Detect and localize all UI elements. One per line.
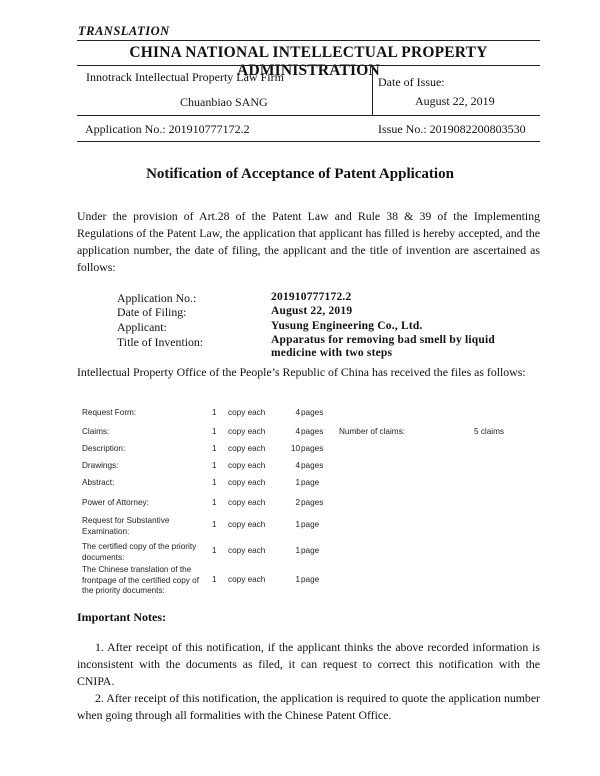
file-copies: 1 <box>212 546 217 555</box>
divider <box>77 115 540 116</box>
file-pages-unit: pages <box>301 461 324 470</box>
detail-value: Yusung Engineering Co., Ltd. <box>271 320 423 332</box>
file-copy-each: copy each <box>228 520 266 529</box>
file-pages: 1 <box>295 520 300 529</box>
translation-label: TRANSLATION <box>78 24 170 38</box>
issue-number: Issue No.: 2019082200803530 <box>378 122 526 136</box>
file-copy-each: copy each <box>228 575 266 584</box>
file-name: Abstract: <box>82 478 115 487</box>
header-column-divider <box>372 65 373 115</box>
file-copy-each: copy each <box>228 498 266 507</box>
intro-paragraph: Under the provision of Art.28 of the Patent Law and Rule 38 & 39 of the Implementing Regulations of the Patent Law, the application that applicant has filled is hereby accepted, and the application number, the date of filing, the applicant and the title of invention are ascertained as follows: <box>77 209 540 274</box>
detail-label: Date of Filing: <box>117 305 187 319</box>
file-copies: 1 <box>212 444 217 453</box>
number-of-claims-value: 5 claims <box>474 427 505 436</box>
law-firm-name: Innotrack Intellectual Property Law Firm <box>86 70 284 84</box>
file-pages: 10 <box>290 444 300 453</box>
file-name: The certified copy of the priority documents: <box>82 542 197 562</box>
file-pages: 4 <box>295 427 300 436</box>
file-copies: 1 <box>212 498 217 507</box>
file-pages-unit: pages <box>301 498 324 507</box>
file-pages-unit: pages <box>301 427 324 436</box>
file-pages: 1 <box>295 546 300 555</box>
file-name: Description: <box>82 444 126 453</box>
important-notes-heading: Important Notes: <box>77 610 166 624</box>
file-name: Claims: <box>82 427 110 436</box>
file-name: The Chinese translation of the frontpage of the certified copy of the priority documents: <box>82 565 199 595</box>
date-of-issue-label: Date of Issue: <box>378 75 445 89</box>
file-name: Request Form: <box>82 408 137 417</box>
file-copies: 1 <box>212 520 217 529</box>
file-pages-unit: page <box>301 575 320 584</box>
divider <box>77 40 540 41</box>
received-files-paragraph: Intellectual Property Office of the People’s Republic of China has received the files as follows: <box>77 365 526 379</box>
file-copies: 1 <box>212 461 217 470</box>
file-pages: 2 <box>295 498 300 507</box>
file-copies: 1 <box>212 575 217 584</box>
detail-label: Application No.: <box>117 291 197 305</box>
file-copy-each: copy each <box>228 408 266 417</box>
file-pages: 1 <box>295 575 300 584</box>
file-copies: 1 <box>212 478 217 487</box>
file-pages-unit: page <box>301 520 320 529</box>
detail-value: Apparatus for removing bad smell by liquid medicine with two steps <box>271 334 495 359</box>
file-name: Request for Substantive Examination: <box>82 516 170 536</box>
file-copy-each: copy each <box>228 461 266 470</box>
note-item: 2. After receipt of this notification, the application is required to quote the application number when going through all formalities with the Chinese Patent Office. <box>77 691 540 722</box>
file-copies: 1 <box>212 427 217 436</box>
file-pages-unit: page <box>301 546 320 555</box>
application-number: Application No.: 201910777172.2 <box>85 122 250 136</box>
number-of-claims-label: Number of claims: <box>339 427 405 436</box>
note-item: 1. After receipt of this notification, if the applicant thinks the above recorded information is inconsistent with the documents as filed, it can request to correct this notification with the CNIPA. <box>77 640 540 688</box>
file-copy-each: copy each <box>228 478 266 487</box>
file-pages-unit: pages <box>301 444 324 453</box>
detail-label: Applicant: <box>117 320 167 334</box>
file-copy-each: copy each <box>228 427 266 436</box>
file-copy-each: copy each <box>228 546 266 555</box>
agent-name: Chuanbiao SANG <box>180 95 268 109</box>
divider <box>77 141 540 142</box>
date-of-issue-value: August 22, 2019 <box>415 94 495 108</box>
document-title: Notification of Acceptance of Patent Application <box>146 166 454 182</box>
detail-label: Title of Invention: <box>117 335 204 349</box>
detail-value: 201910777172.2 <box>271 291 352 303</box>
divider <box>77 65 540 66</box>
file-name: Drawings: <box>82 461 119 470</box>
file-copies: 1 <box>212 408 217 417</box>
file-pages: 1 <box>295 478 300 487</box>
detail-value: August 22, 2019 <box>271 305 353 317</box>
file-pages: 4 <box>295 408 300 417</box>
file-pages: 4 <box>295 461 300 470</box>
file-name: Power of Attorney: <box>82 498 149 507</box>
file-pages-unit: page <box>301 478 320 487</box>
agency-name: CHINA NATIONAL INTELLECTUAL PROPERTY ADMINISTRATION <box>129 44 488 79</box>
file-pages-unit: pages <box>301 408 324 417</box>
file-copy-each: copy each <box>228 444 266 453</box>
